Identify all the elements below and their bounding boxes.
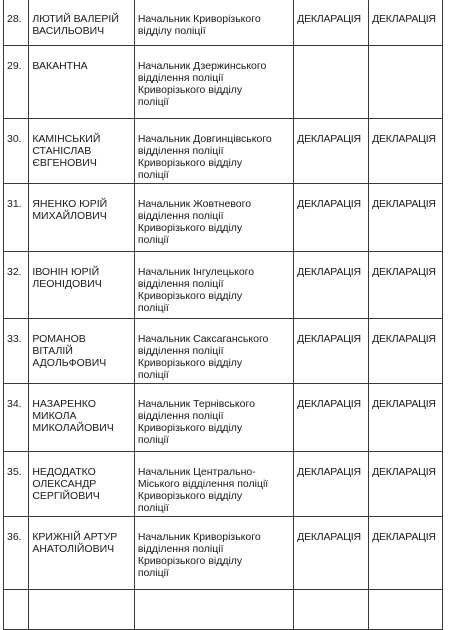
table-row [4, 0, 443, 46]
official-name-line: МИХАЙЛОВИЧ [32, 210, 107, 222]
declaration-link-1 [294, 517, 369, 590]
official-position-line: Криворізького відділу [137, 157, 243, 169]
row-number [4, 384, 29, 452]
declaration-link-1-text[interactable]: ДЕКЛАРАЦІЯ [297, 466, 361, 478]
declaration-link-2-text[interactable]: ДЕКЛАРАЦІЯ [372, 133, 436, 145]
declaration-link-2-text[interactable]: ДЕКЛАРАЦІЯ [372, 531, 436, 543]
declaration-link-1-text[interactable]: ДЕКЛАРАЦІЯ [297, 13, 361, 25]
row-number-text: 36. [7, 531, 22, 543]
row-number [4, 517, 29, 590]
official-name-line: ОЛЕКСАНДР [32, 478, 97, 490]
official-name-line: ЄВГЕНОВИЧ [32, 157, 97, 169]
official-name-line: МИКОЛАЙОВИЧ [32, 422, 114, 434]
table-row [4, 184, 443, 252]
declaration-link-2-text[interactable]: ДЕКЛАРАЦІЯ [372, 266, 436, 278]
row-number [4, 590, 29, 630]
official-position-line: Міського відділення поліції [137, 478, 269, 490]
official-position-line: поліції [137, 502, 169, 514]
official-name [29, 119, 135, 184]
official-position [134, 517, 293, 590]
official-name-line: КАМІНСЬКИЙ [32, 133, 101, 145]
declaration-link-2-text[interactable]: ДЕКЛАРАЦІЯ [372, 13, 436, 25]
official-position-line: відділення поліції [137, 210, 224, 222]
official-position-line: відділення поліції [137, 278, 224, 290]
declaration-link-2 [369, 384, 443, 452]
official-position-line: відділення поліції [137, 410, 224, 422]
official-name-line: РОМАНОВ [32, 333, 86, 345]
declaration-link-2-text[interactable]: ДЕКЛАРАЦІЯ [372, 198, 436, 210]
official-name-line: ЯНЕНКО ЮРІЙ [32, 198, 108, 210]
table-row [4, 252, 443, 319]
official-name-line: МИКОЛА [32, 410, 77, 422]
official-position-line: Начальник Криворізького [137, 531, 261, 543]
official-position [134, 0, 293, 46]
official-position-line: Начальник Довгинцівського [137, 133, 272, 145]
table-row [4, 46, 443, 119]
declaration-link-2-text[interactable]: ДЕКЛАРАЦІЯ [372, 398, 436, 410]
row-number-text: 28. [7, 13, 22, 25]
official-position-line: поліції [137, 234, 169, 246]
declaration-link-1 [294, 119, 369, 184]
official-name [29, 384, 135, 452]
official-position [134, 46, 293, 119]
declaration-link-2 [369, 0, 443, 46]
declaration-link-2 [369, 119, 443, 184]
official-name [29, 0, 135, 46]
table-row [4, 590, 443, 630]
declaration-link-1-text[interactable]: ДЕКЛАРАЦІЯ [297, 333, 361, 345]
declaration-link-2 [369, 46, 443, 119]
official-position-line: поліції [137, 169, 169, 181]
official-position-line: Начальник Інгулецького [137, 266, 255, 278]
official-name-line: СЕРГІЙОВИЧ [32, 490, 100, 502]
official-name [29, 590, 135, 630]
official-position-line: Криворізького відділу [137, 84, 243, 96]
declaration-link-1 [294, 590, 369, 630]
official-name [29, 517, 135, 590]
declaration-link-1-text[interactable]: ДЕКЛАРАЦІЯ [297, 398, 361, 410]
declaration-link-1 [294, 184, 369, 252]
row-number-text: 34. [7, 398, 22, 410]
row-number [4, 46, 29, 119]
declaration-link-1 [294, 252, 369, 319]
official-position [134, 384, 293, 452]
declaration-link-2-text[interactable]: ДЕКЛАРАЦІЯ [372, 333, 436, 345]
official-name-line: ВАКАНТНА [32, 60, 88, 72]
official-position-line: відділення поліції [137, 543, 224, 555]
declaration-link-1 [294, 452, 369, 517]
row-number [4, 252, 29, 319]
official-position-line: поліції [137, 302, 169, 314]
row-number [4, 0, 29, 46]
official-position-line: Начальник Саксаганського [137, 333, 269, 345]
official-name [29, 184, 135, 252]
row-number-text: 29. [7, 60, 22, 72]
official-position-line: відділення поліції [137, 72, 224, 84]
official-name [29, 452, 135, 517]
official-name-line: ВІТАЛІЙ [32, 345, 73, 357]
declaration-link-1-text[interactable]: ДЕКЛАРАЦІЯ [297, 531, 361, 543]
official-position-line: відділу поліції [137, 25, 206, 37]
official-position [134, 119, 293, 184]
declaration-link-2 [369, 252, 443, 319]
row-number-text: 33. [7, 333, 22, 345]
official-position-line: поліції [137, 96, 169, 108]
official-position [134, 319, 293, 384]
row-number-text: 35. [7, 466, 22, 478]
declaration-link-2 [369, 319, 443, 384]
row-number [4, 184, 29, 252]
row-number-text: 30. [7, 133, 22, 145]
official-name-line: НАЗАРЕНКО [32, 398, 96, 410]
declaration-link-1 [294, 46, 369, 119]
declaration-link-1 [294, 319, 369, 384]
official-position-line: Криворізького відділу [137, 490, 243, 502]
official-position-line: відділення поліції [137, 145, 224, 157]
official-name-line: СТАНІСЛАВ [32, 145, 92, 157]
declaration-link-1 [294, 384, 369, 452]
official-name [29, 252, 135, 319]
row-number-text: 32. [7, 266, 22, 278]
official-position-line: Криворізького відділу [137, 357, 243, 369]
table-row [4, 384, 443, 452]
official-position [134, 184, 293, 252]
official-position-line: Криворізького відділу [137, 222, 243, 234]
official-position-line: поліції [137, 434, 169, 446]
declaration-link-1-text[interactable]: ДЕКЛАРАЦІЯ [297, 266, 361, 278]
official-position-line: Криворізького відділу [137, 555, 243, 567]
official-name [29, 46, 135, 119]
official-position-line: Криворізького відділу [137, 290, 243, 302]
official-position-line: поліції [137, 567, 169, 579]
declarations-table-body [4, 0, 443, 630]
official-name-line: ЛЕОНІДОВИЧ [32, 278, 102, 290]
official-name-line: ІВОНІН ЮРІЙ [32, 266, 100, 278]
official-position-line: Начальник Жовтневого [137, 198, 252, 210]
declarations-table [3, 0, 443, 630]
row-number-text: 31. [7, 198, 22, 210]
row-number [4, 319, 29, 384]
official-name-line: НЕДОДАТКО [32, 466, 96, 478]
table-row [4, 119, 443, 184]
declaration-link-2 [369, 184, 443, 252]
official-position-line: відділення поліції [137, 345, 224, 357]
table-row [4, 452, 443, 517]
table-row [4, 319, 443, 384]
official-name [29, 319, 135, 384]
declaration-link-1-text[interactable]: ДЕКЛАРАЦІЯ [297, 198, 361, 210]
official-name-line: ВАСИЛЬОВИЧ [32, 25, 105, 37]
official-position [134, 590, 293, 630]
declaration-link-2 [369, 452, 443, 517]
official-position-line: Начальник Центрально- [137, 466, 256, 478]
table-row [4, 517, 443, 590]
declaration-link-1-text[interactable]: ДЕКЛАРАЦІЯ [297, 133, 361, 145]
official-name-line: АНАТОЛІЙОВИЧ [32, 543, 115, 555]
official-position-line: Криворізького відділу [137, 422, 243, 434]
declaration-link-2-text[interactable]: ДЕКЛАРАЦІЯ [372, 466, 436, 478]
official-name-line: АДОЛЬФОВИЧ [32, 357, 107, 369]
official-position-line: Начальник Криворізького [137, 13, 261, 25]
official-position-line: Начальник Тернівського [137, 398, 255, 410]
declaration-link-2 [369, 517, 443, 590]
official-position-line: поліції [137, 369, 169, 381]
official-name-line: КРИЖНІЙ АРТУР [32, 531, 118, 543]
declaration-link-2 [369, 590, 443, 630]
official-position [134, 452, 293, 517]
official-position [134, 252, 293, 319]
declaration-link-1 [294, 0, 369, 46]
official-name-line: ЛЮТИЙ ВАЛЕРІЙ [32, 13, 119, 25]
row-number [4, 119, 29, 184]
row-number [4, 452, 29, 517]
official-position-line: Начальник Дзержинського [137, 60, 267, 72]
